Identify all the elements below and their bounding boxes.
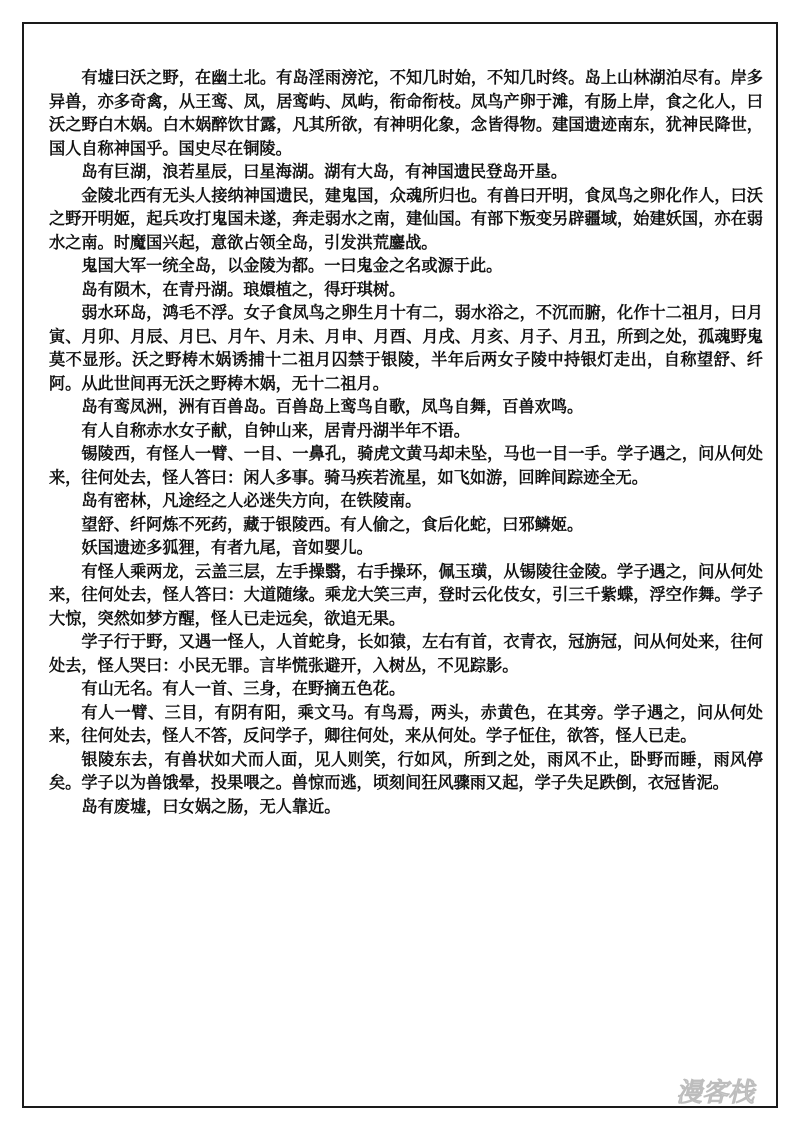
paragraph-8: 有人自称赤水女子献，自钟山来，居青丹湖半年不语。 [81,420,470,440]
paragraph-11: 望舒、纤阿炼不死药，藏于银陵西。有人偷之，食后化蛇，曰邪鳞姬。 [81,514,584,534]
paragraph-7: 岛有鸾凤洲，洲有百兽岛。百兽岛上鸾鸟自歌，凤鸟自舞，百兽欢鸣。 [81,397,584,416]
paragraph-18: 岛有废墟，曰女娲之肠，无人靠近。 [81,796,341,816]
article-body [49,66,763,818]
paragraph-9: 锡陵西，有怪人一臂、一目、一鼻孔，骑虎文黄马却未坠，马也一目一手。学子遇之，问从何处来，往何处去，怪人答曰：闲人多事。骑马疾若流星，如飞如游，回眸间踪迹全无。 [49,444,763,487]
paragraph-12: 妖国遗迹多狐狸，有者九尾，音如婴儿。 [81,538,373,557]
paragraph-17: 银陵东去，有兽状如犬而人面，见人则笑，行如风，所到之处，雨风不止，卧野而睡，雨风停矣。学子以为兽饿晕，投果喂之。兽惊而逃，顷刻间狂风骤雨又起，学子失足跌倒，衣冠皆泥。 [49,749,763,792]
paragraph-2: 岛有巨湖，浪若星辰，曰星海湖。湖有大岛，有神国遗民登岛开垦。 [81,162,568,181]
paragraph-1: 有墟曰沃之野，在幽土北。有岛淫雨滂沱，不知几时始，不知几时终。岛上山林湖泊尽有。岸多异兽，亦多奇禽，从王鸾、凤，居鸾屿、凤屿，衔命衔枝。凤鸟产卵于滩，有肠上岸，食之化人，曰沃之野白木娲。白木娲醉饮甘露，凡其所欲，有神明化象，念皆得物。建国遗迹南东，犹神民降世，国人自称神国乎。国史尽在铜陵。 [49,68,763,158]
paragraph-6: 弱水环岛，鸿毛不浮。女子食凤鸟之卵生月十有二，弱水浴之，不沉而腑，化作十二祖月，曰月寅、月卯、月辰、月巳、月午、月未、月申、月酉、月戌、月亥、月子、月丑，所到之处，孤魂野鬼莫不显形。沃之野梼木娲诱捕十二祖月囚禁于银陵，半年后两女子陵中持银灯走出，自称望舒、纤阿。从此世间再无沃之野梼木娲，无十二祖月。 [49,303,763,393]
paragraph-15: 有山无名。有人一首、三身，在野摘五色花。 [81,679,406,698]
paragraph-5: 岛有陨木，在青丹湖。琅嬛植之，得玗琪树。 [81,279,406,299]
paragraph-10: 岛有密林，凡途经之人必迷失方向，在铁陵南。 [81,491,422,510]
watermark-text: 漫客栈 [675,1078,755,1108]
paragraph-14: 学子行于野，又遇一怪人，人首蛇身，长如猿，左右有首，衣青衣，冠旃冠，问从何处来，往何处去，怪人哭曰：小民无罪。言毕慌张避开，入树丛，不见踪影。 [49,632,763,675]
paragraph-16: 有人一臂、三目，有阴有阳，乘文马。有鸟焉，两头，赤黄色，在其旁。学子遇之，问从何处来，往何处去，怪人不答，反问学子，卿往何处，来从何处。学子怔住，欲答，怪人已走。 [49,702,763,745]
watermark-logo [660,1071,770,1111]
paragraph-4: 鬼国大军一统全岛，以金陵为都。一曰鬼金之名或源于此。 [81,256,503,275]
paragraph-3: 金陵北西有无头人接纳神国遗民，建鬼国，众魂所归也。有兽曰开明，食凤鸟之卵化作人，曰沃之野开明姬，起兵攻打鬼国未遂，奔走弱水之南，建仙国。有部下叛变另辟疆域，始建妖国，亦在弱水之南。时魔国兴起，意欲占领全岛，引发洪荒鏖战。 [49,185,763,252]
paragraph-13: 有怪人乘两龙，云盖三层，左手操翳，右手操环，佩玉璜，从锡陵往金陵。学子遇之，问从何处来，往何处去，怪人答曰：大道随缘。乘龙大笑三声，登时云化伎女，引三千紫蝶，浮空作舞。学子大惊，突然如梦方醒，怪人已走远矣，欲追无果。 [49,561,763,628]
